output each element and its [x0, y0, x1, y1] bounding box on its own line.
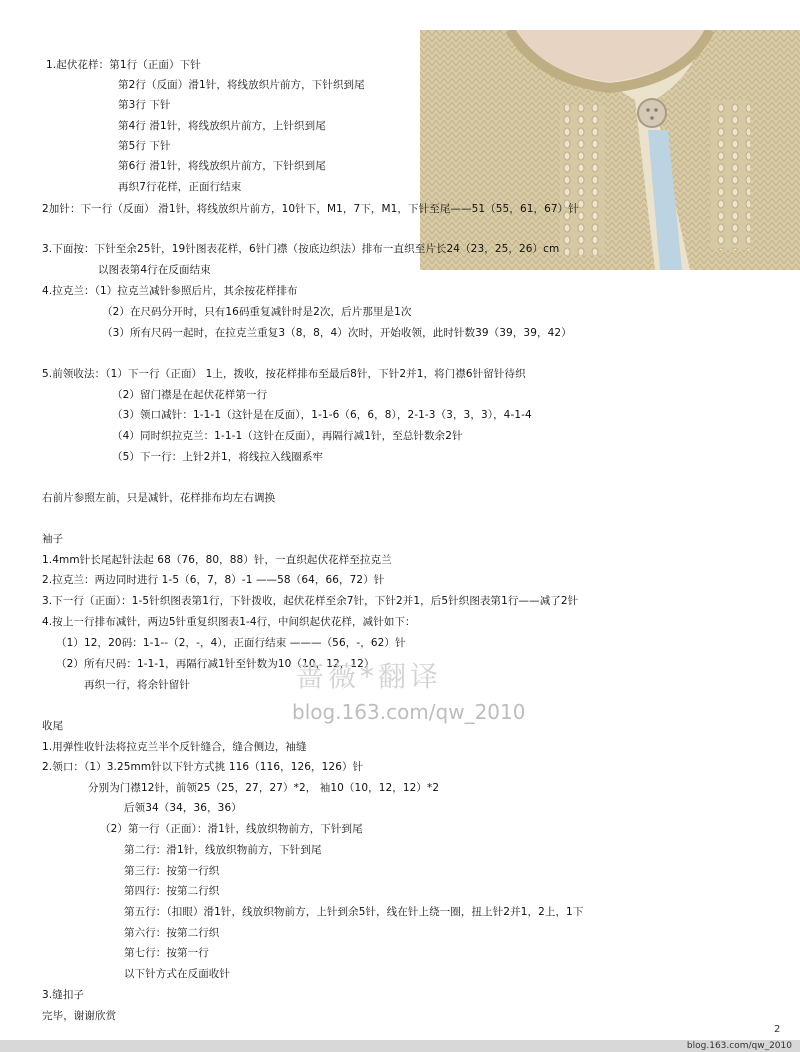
text-line: 4.按上一行排布减针，两边5针重复织图表1-4行，中间织起伏花样，减针如下： — [42, 616, 416, 628]
text-line: 第4行 滑1针，将线放织片前方，上针织到尾 — [118, 120, 326, 132]
text-line: 1.起伏花样：第1行（正面）下针 — [46, 59, 201, 71]
text-line: （2）留门襟是在起伏花样第一行 — [112, 389, 268, 401]
text-line: 第二行：滑1针，线放织物前方，下针到尾 — [124, 844, 322, 856]
section-heading-finishing: 收尾 — [42, 720, 64, 732]
text-line: 2.领口：（1）3.25mm针以下针方式挑 116（116，126，126）针 — [42, 761, 364, 773]
watermark-url: blog.163.com/qw_2010 — [292, 700, 526, 724]
text-line: 后领34（34，36，36） — [124, 802, 242, 814]
footer-bar — [0, 1040, 800, 1052]
text-line: 4.拉克兰：（1）拉克兰减针参照后片，其余按花样排布 — [42, 285, 298, 297]
text-line: （2）第一行（正面）：滑1针，线放织物前方，下针到尾 — [100, 823, 363, 835]
section-heading-sleeve: 袖子 — [42, 533, 64, 545]
text-line: （1）12，20码：1-1--（2，-，4），正面行结束 ———（56，-，62）针 — [56, 637, 406, 649]
text-line: （2）在尺码分开时，只有16码重复减针时是2次，后片那里是1次 — [102, 306, 412, 318]
text-line: 第七行：按第一行 — [124, 947, 209, 959]
text-line: 再织一行，将余针留针 — [84, 679, 190, 691]
text-line: 第2行（反面）滑1针，将线放织片前方，下针织到尾 — [118, 79, 365, 91]
text-line: 第5行 下针 — [118, 140, 171, 152]
cardigan-photo — [420, 30, 800, 270]
text-line: 3.下面按：下针至余25针，19针图表花样，6针门襟（按底边织法）排布一直织至片长24（23，25，26）cm — [42, 243, 560, 255]
text-line: 第6行 滑1针，将线放织片前方，下针织到尾 — [118, 160, 326, 172]
text-line: 第三行：按第一行织 — [124, 865, 220, 877]
text-line: 1.用弹性收针法将拉克兰半个反针缝合，缝合侧边，袖缝 — [42, 741, 307, 753]
text-line: （5）下一行：上针2并1，将线拉入线圈系牢 — [112, 451, 324, 463]
text-line: 再织7行花样，正面行结束 — [118, 181, 242, 193]
text-line: （2）所有尺码：1-1-1，再隔行减1针至针数为10（10，12，12） — [56, 658, 375, 670]
text-line: 以下针方式在反面收针 — [124, 968, 230, 980]
watermark-brand: 蔷薇*翻译 — [296, 660, 443, 693]
text-line: （3）领口减针：1-1-1（这针是在反面），1-1-6（6，6，8），2-1-3（3，3，3），4-1-4 — [112, 409, 532, 421]
text-line: 1.4mm针长尾起针法起 68（76，80，88）针，一直织起伏花样至拉克兰 — [42, 554, 392, 566]
text-line: 2加针：下一行（反面） 滑1针，将线放织片前方，10针下，M1，7下，M1，下针至尾——51（55，61，67）针 — [42, 203, 579, 215]
text-line: （3）所有尺码一起时，在拉克兰重复3（8，8，4）次时，开始收领，此时针数39（39，39，42） — [102, 327, 572, 339]
text-line: 第四行：按第二行织 — [124, 885, 220, 897]
text-line: 分别为门襟12针，前领25（25，27，27）*2， 袖10（10，12，12）*2 — [88, 782, 440, 794]
page-number: 2 — [774, 1024, 781, 1035]
text-line: 以图表第4行在反面结束 — [98, 264, 211, 276]
text-line: 第六行：按第二行织 — [124, 927, 220, 939]
text-line: （4）同时织拉克兰：1-1-1（这针在反面），再隔行减1针，至总针数余2针 — [112, 430, 463, 442]
text-line: 右前片参照左前，只是减针，花样排布均左右调换 — [42, 492, 276, 504]
footer-url: blog.163.com/qw_2010 — [686, 1041, 792, 1051]
text-line: 第3行 下针 — [118, 99, 171, 111]
text-line: 完毕，谢谢欣赏 — [42, 1010, 117, 1022]
text-line: 第五行：（扣眼）滑1针，线放织物前方，上针到余5针，线在针上绕一圈，扭上针2并1，2上，1下 — [124, 906, 584, 918]
text-line: 3.下一行（正面）：1-5针织图表第1行，下针拨收，起伏花样至余7针，下针2并1，后5针织图表第1行——减了2针 — [42, 595, 579, 607]
text-line: 3.缝扣子 — [42, 989, 85, 1001]
text-line: 2.拉克兰：两边同时进行 1-5（6，7，8）-1 ——58（64，66，72）针 — [42, 574, 385, 586]
text-line: 5.前领收法：（1）下一行（正面） 1上，拨收，按花样排布至最后8针，下针2并1，将门襟6针留针待织 — [42, 368, 526, 380]
